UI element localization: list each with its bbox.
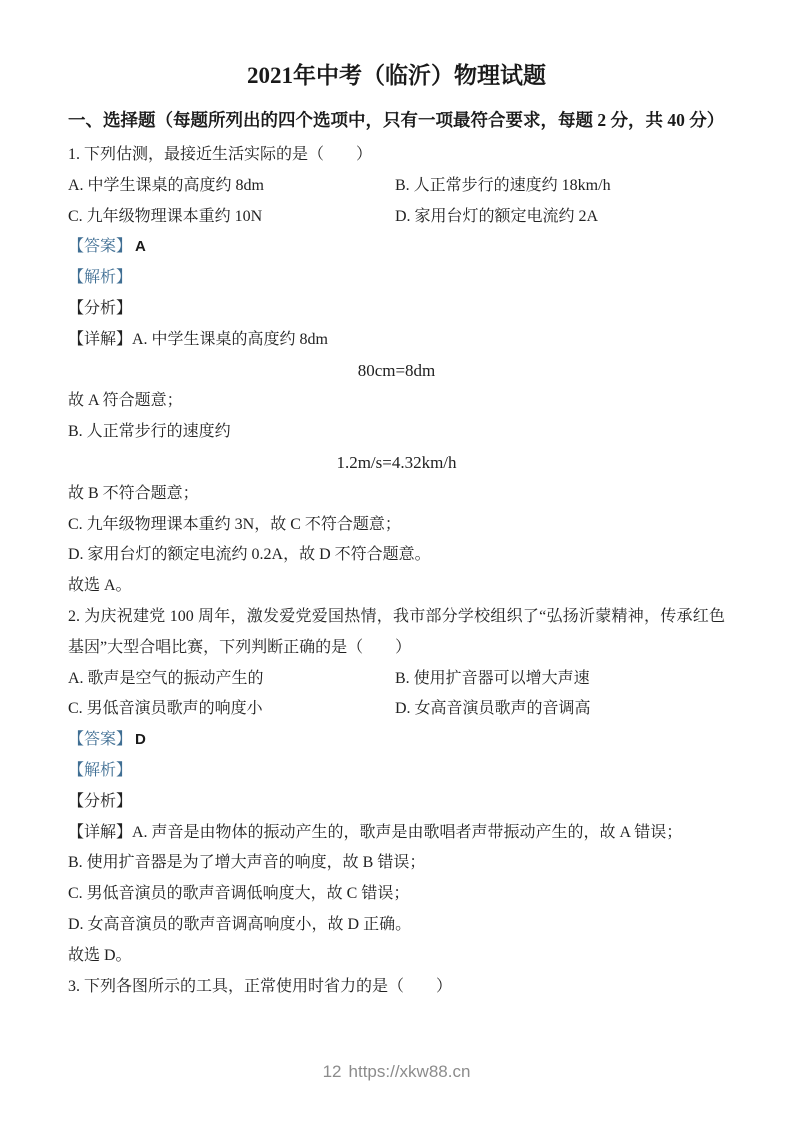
paragraph-line: 【分析】 [68, 299, 133, 317]
paragraph-line: 【详解】A. 声音是由物体的振动产生的，歌声是由歌唱者声带振动产生的，故 A 错误； [68, 823, 683, 841]
options-row [68, 171, 725, 202]
paragraph-line: 故选 D。 [68, 946, 132, 964]
analysis-label: 【解析】 [68, 761, 133, 779]
paragraph-line: D. 家用台灯的额定电流约 0.2A，故 D 不符合题意。 [68, 546, 431, 564]
paragraph-line: B. 使用扩音器是为了增大声音的响度，故 B 错误； [68, 854, 426, 872]
option-right: B. 人正常步行的速度约 18km/h [395, 176, 611, 194]
option-left: A. 歌声是空气的振动产生的 [68, 669, 264, 687]
option-left: C. 九年级物理课本重约 10N [68, 207, 263, 225]
options-row [68, 202, 725, 233]
option-left: A. 中学生课桌的高度约 8dm [68, 176, 265, 194]
answer-line [68, 725, 725, 756]
page-number: 12 [322, 1062, 342, 1081]
option-right: B. 使用扩音器可以增大声速 [395, 669, 590, 687]
option-right: D. 家用台灯的额定电流约 2A [395, 207, 599, 225]
option-left: C. 男低音演员歌声的响度小 [68, 700, 263, 718]
page-footer [0, 1062, 793, 1082]
paragraph-line: 【详解】A. 中学生课桌的高度约 8dm [68, 330, 329, 348]
paragraph-line: 故 A 符合题意； [68, 392, 183, 410]
paragraph-line: 3. 下列各图所示的工具，正常使用时省力的是（ ） [68, 977, 453, 995]
analysis-label: 【解析】 [68, 269, 133, 287]
section-heading: 一、选择题（每题所列出的四个选项中，只有一项最符合要求，每题 2 分，共 40 分） [68, 110, 725, 130]
paragraph-line: 1. 下列估测，最接近生活实际的是（ ） [68, 146, 373, 163]
answer-label: 【答案】 [68, 238, 133, 256]
answer-label: 【答案】 [68, 731, 133, 749]
formula-line: 1.2m/s=4.32km/h [336, 452, 457, 472]
footer-url: https://xkw88.cn [348, 1062, 471, 1081]
options-row [68, 694, 725, 725]
paragraph-line: 2. 为庆祝建党 100 周年，激发爱党爱国热情，我市部分学校组织了“弘扬沂蒙精神，传承红色基因”大型合唱比赛，下列判断正确的是（ ） [68, 607, 725, 656]
paragraph-line: 【分析】 [68, 792, 133, 810]
answer-value: A [135, 238, 146, 256]
answer-line [68, 232, 725, 263]
paragraph-line: C. 九年级物理课本重约 3N，故 C 不符合题意； [68, 515, 401, 533]
paragraph-line: B. 人正常步行的速度约 [68, 423, 231, 441]
formula-line: 80cm=8dm [357, 360, 436, 380]
paragraph-line: C. 男低音演员的歌声音调低响度大，故 C 错误； [68, 885, 410, 903]
paragraph-line: 故 B 不符合题意； [68, 484, 199, 502]
page-title: 2021年中考（临沂）物理试题 [247, 63, 546, 88]
paragraph-line: 故选 A。 [68, 577, 132, 595]
answer-value: D [135, 731, 146, 749]
document-content [68, 140, 725, 1002]
option-right: D. 女高音演员歌声的音调高 [395, 700, 591, 718]
options-row [68, 664, 725, 695]
paragraph-line: D. 女高音演员的歌声音调高响度小，故 D 正确。 [68, 915, 412, 933]
